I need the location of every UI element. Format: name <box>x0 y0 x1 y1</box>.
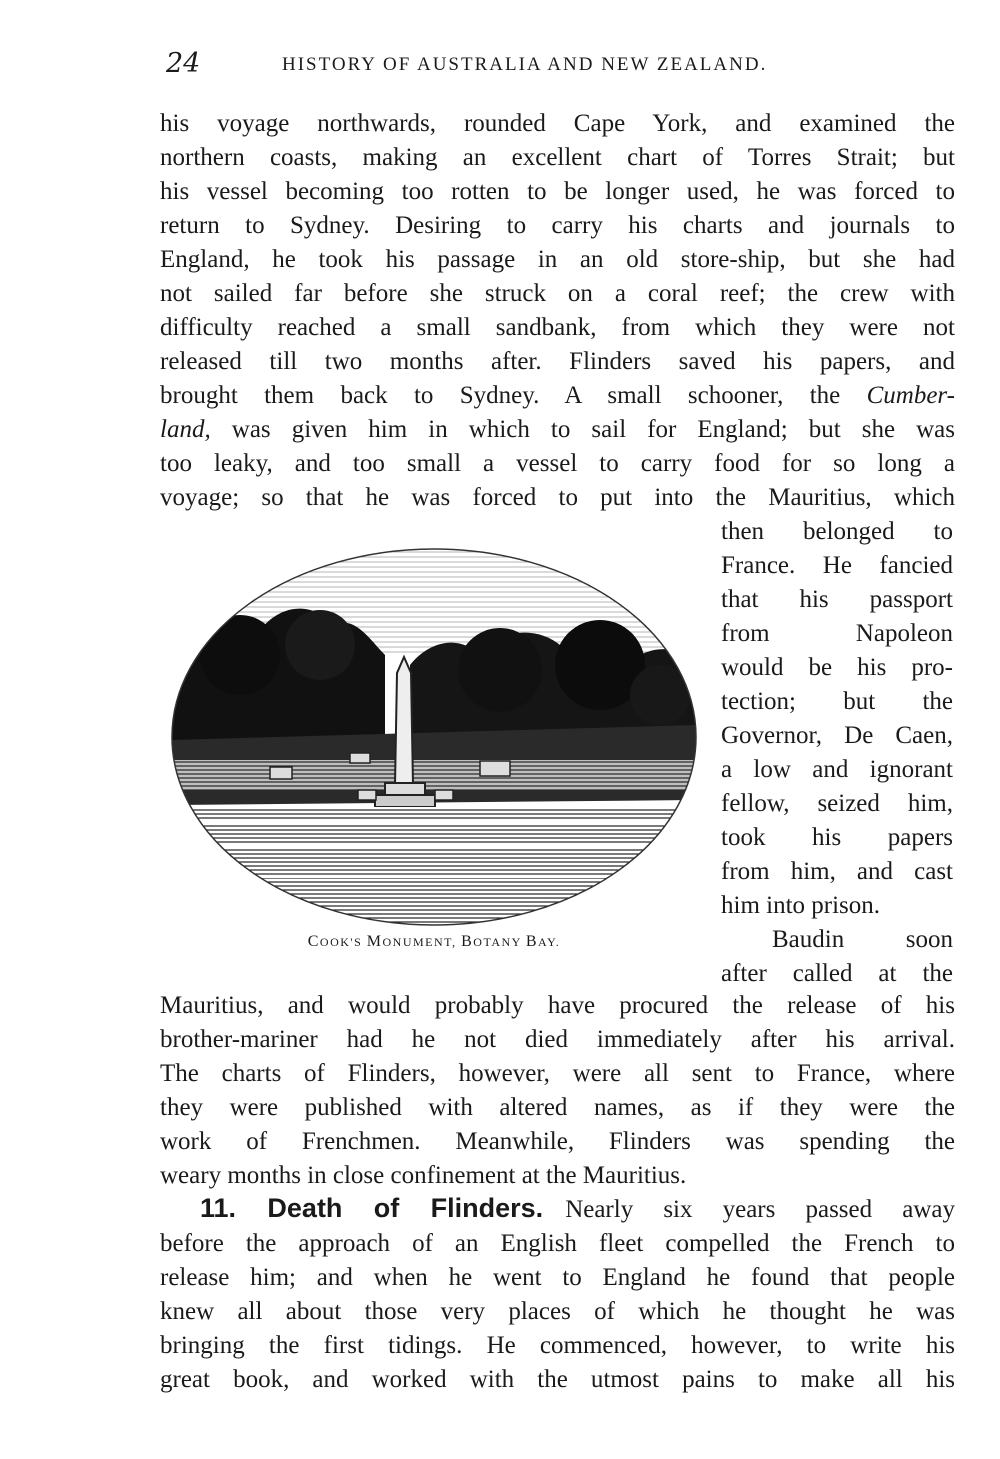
body-line: release him; and when he went to England he found that people <box>160 1264 955 1291</box>
body-line: his voyage northwards, rounded Cape York, and examined the <box>160 110 955 137</box>
body-line: northern coasts, making an excellent chart of Torres Strait; but <box>160 144 955 171</box>
body-line: brother-mariner had he not died immediately after his arrival. <box>160 1026 955 1053</box>
body-text: was given him in which to sail for England; but she was <box>231 416 956 443</box>
body-line: they were published with altered names, as if they were the <box>160 1094 955 1121</box>
body-line: too leaky, and too small a vessel to carry food for so long a <box>160 450 955 477</box>
body-line: weary months in close confinement at the Mauritius. <box>160 1162 687 1189</box>
body-line: difficulty reached a small sandbank, from which they were not <box>160 314 955 341</box>
figure-caption <box>170 933 698 951</box>
narrow-line: that his passport <box>721 586 953 613</box>
section-heading-line <box>200 1192 955 1225</box>
body-line: voyage; so that he was forced to put into the Mauritius, which <box>160 484 955 511</box>
caption-sc: OTANY <box>473 935 526 949</box>
cooks-monument-illustration <box>170 545 698 930</box>
narrow-line: him into prison. <box>721 892 881 919</box>
body-line: work of Frenchmen. Meanwhile, Flinders was spending the <box>160 1128 955 1155</box>
narrow-line: then belonged to <box>721 518 953 545</box>
italic-ship-name-part2: land, <box>160 416 211 443</box>
narrow-line: a low and ignorant <box>721 756 953 783</box>
page-number: 24 <box>166 48 201 79</box>
narrow-line: would be his pro- <box>721 654 953 681</box>
narrow-line: after called at the <box>721 960 953 987</box>
body-line: released till two months after. Flinders saved his papers, and <box>160 348 955 375</box>
body-text: brought them back to Sydney. A small schooner, the <box>160 382 841 409</box>
page-header <box>0 46 1000 86</box>
body-line: great book, and worked with the utmost pains to make all his <box>160 1366 955 1393</box>
narrow-line: fellow, seized him, <box>721 790 953 817</box>
paragraph-start-line: Baudin soon <box>772 926 953 953</box>
body-line: bringing the first tidings. He commenced, however, to write his <box>160 1332 955 1359</box>
narrow-line: took his papers <box>721 824 953 851</box>
caption-cap: B <box>461 933 474 950</box>
narrow-line: France. He fancied <box>721 552 953 579</box>
caption-sc: ONUMENT, <box>382 935 462 949</box>
body-line-with-italic <box>160 413 955 446</box>
body-line: Mauritius, and would probably have procured the release of his <box>160 992 955 1019</box>
body-line: before the approach of an English fleet compelled the French to <box>160 1230 955 1257</box>
caption-sc: AY. <box>538 935 561 949</box>
section-first-line: Nearly six years passed away <box>565 1196 955 1223</box>
running-head: HISTORY OF AUSTRALIA AND NEW ZEALAND. <box>282 54 768 75</box>
narrow-line: Governor, De Caen, <box>721 722 953 749</box>
caption-sc: OOK'S <box>319 935 367 949</box>
narrow-line: from him, and cast <box>721 858 953 885</box>
body-line: not sailed far before she struck on a coral reef; the crew with <box>160 280 955 307</box>
body-line: his vessel becoming too rotten to be longer used, he was forced to <box>160 178 955 205</box>
section-heading: 11. Death of Flinders. <box>200 1193 544 1223</box>
body-line: The charts of Flinders, however, were all sent to France, where <box>160 1060 955 1087</box>
body-line: return to Sydney. Desiring to carry his charts and journals to <box>160 212 955 239</box>
body-line-with-italic <box>160 379 955 412</box>
caption-cap: B <box>525 933 539 950</box>
narrow-line: from Napoleon <box>721 620 953 647</box>
body-line: knew all about those very places of which he thought he was <box>160 1298 955 1325</box>
caption-cap: M <box>366 933 383 950</box>
body-line: England, he took his passage in an old store-ship, but she had <box>160 246 955 273</box>
italic-ship-name-part1: Cumber- <box>866 382 955 409</box>
narrow-line: tection; but the <box>721 688 953 715</box>
caption-cap: C <box>307 933 320 950</box>
